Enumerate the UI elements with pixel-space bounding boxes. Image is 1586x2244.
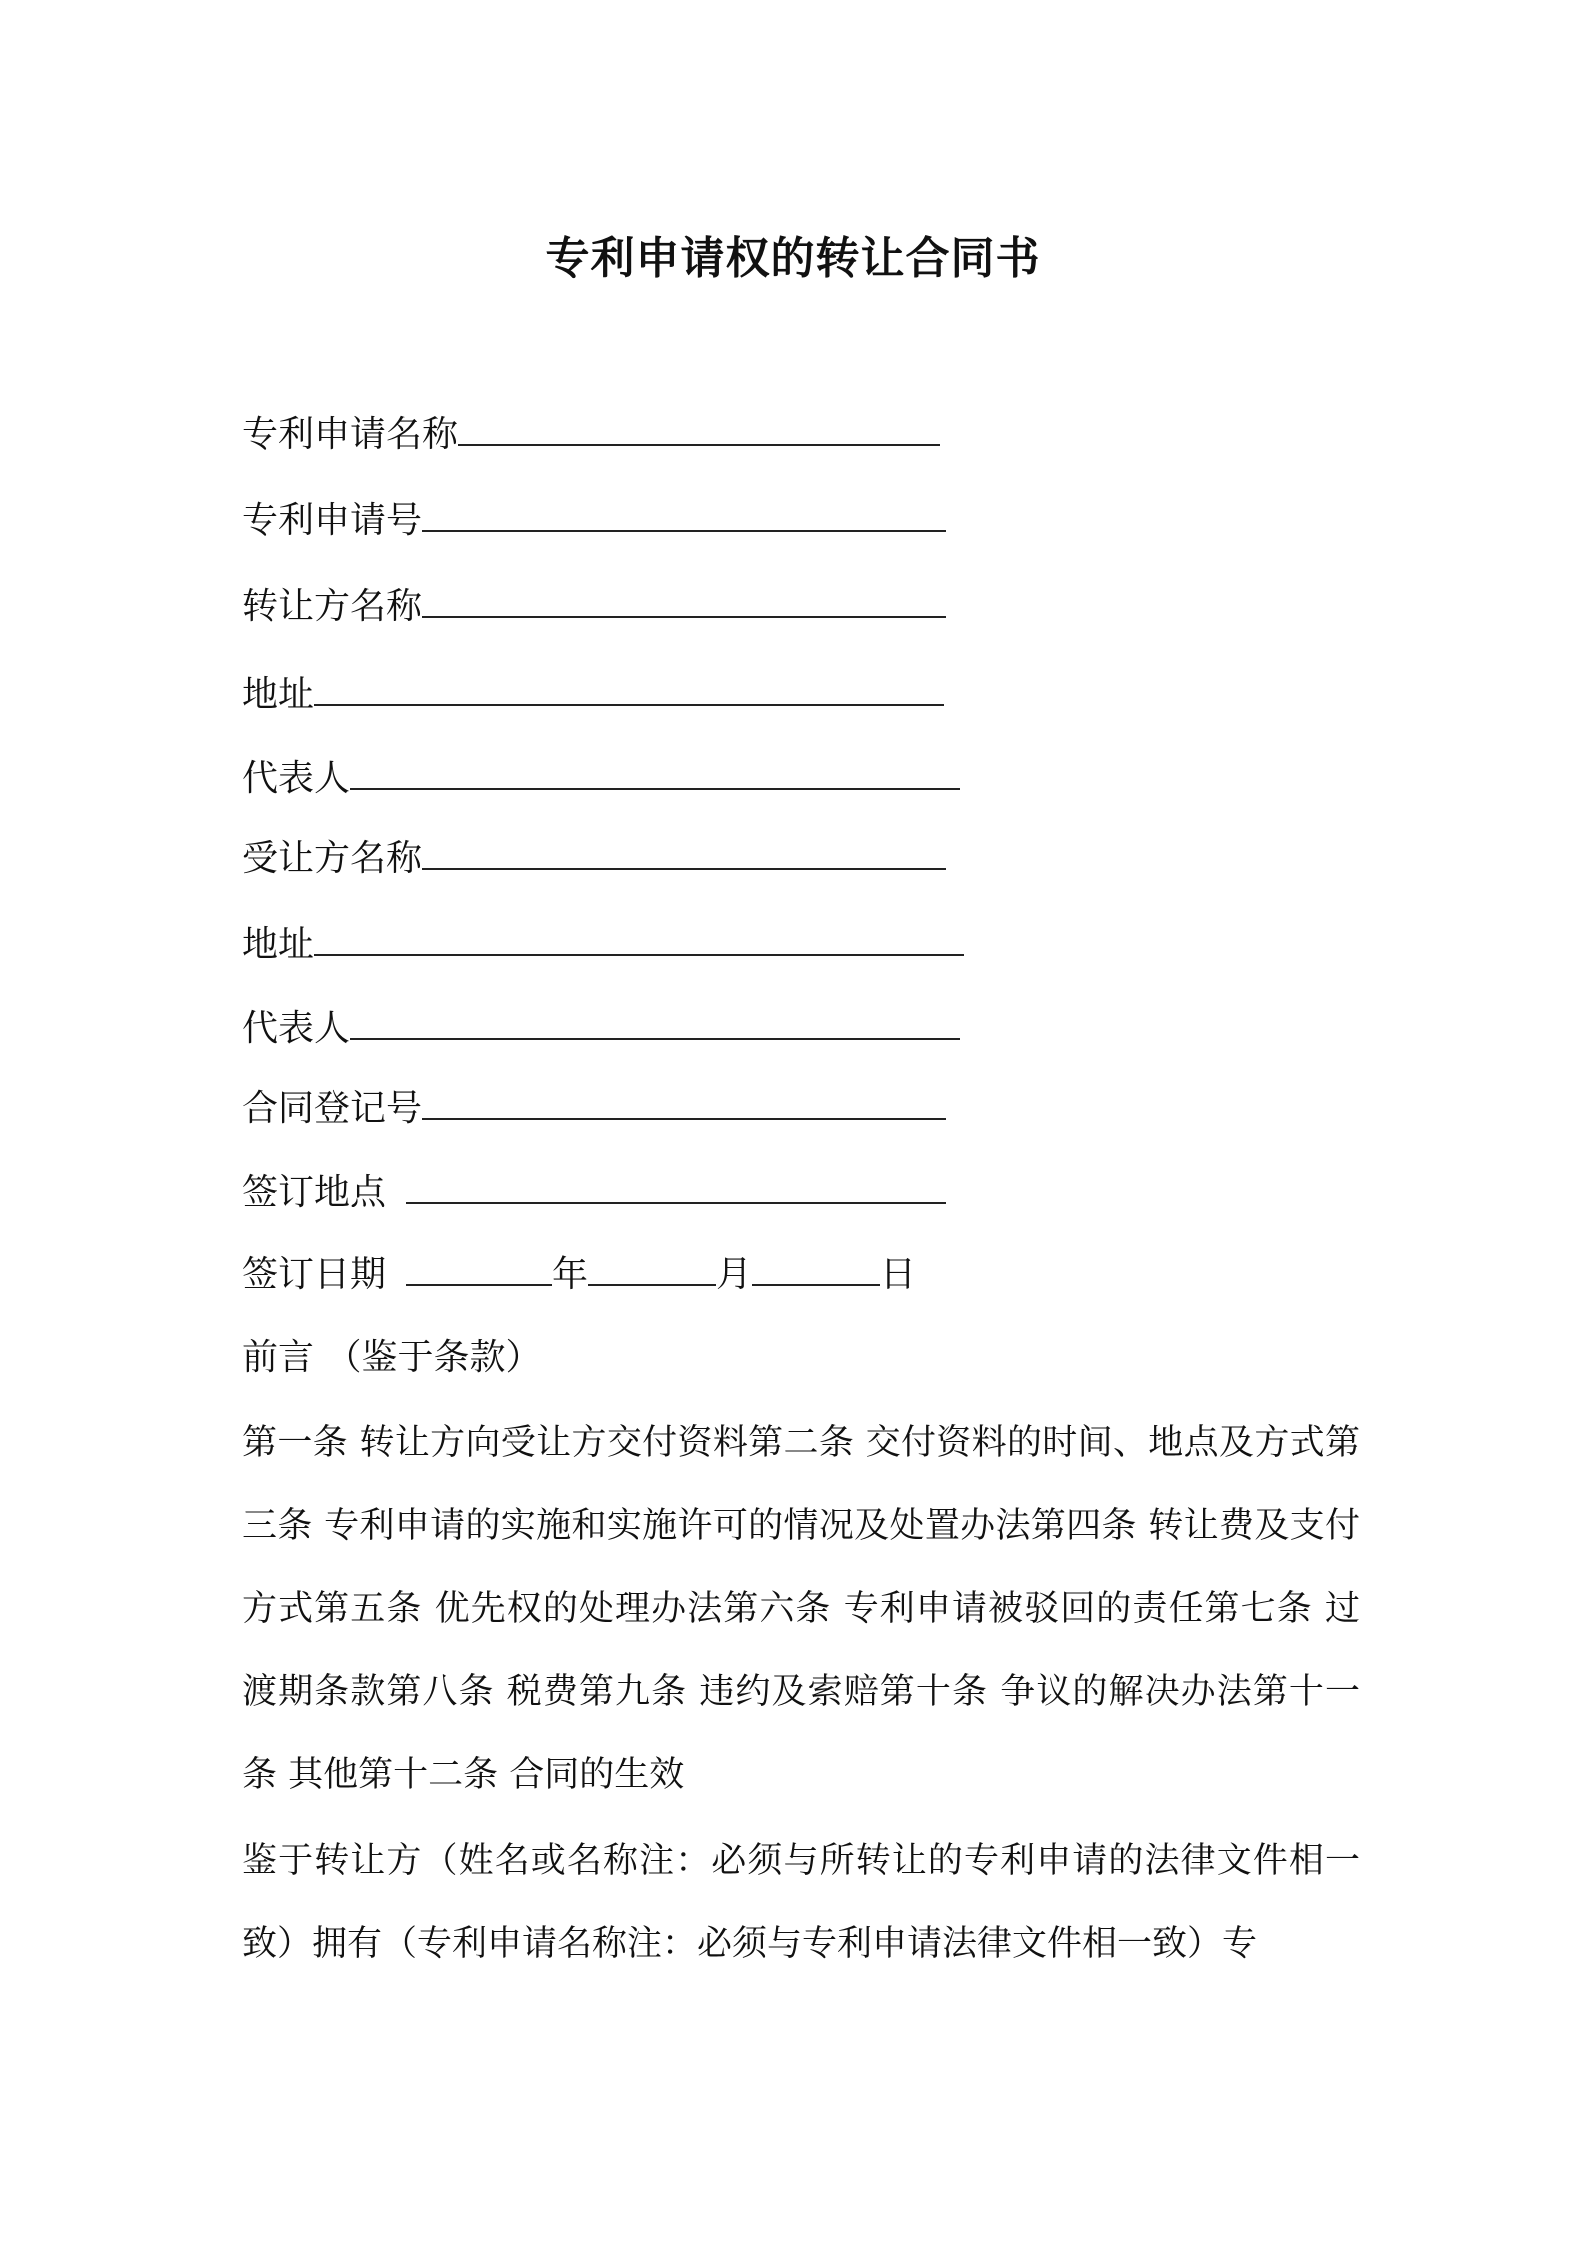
blank-line — [422, 496, 946, 532]
field-patent-app-no — [242, 496, 946, 545]
day-label: 日 — [880, 1254, 917, 1295]
blank-line — [350, 1004, 960, 1040]
field-contract-reg-no — [242, 1084, 946, 1133]
blank-line — [458, 410, 940, 446]
whereas-paragraph: 鉴于转让方（姓名或名称注：必须与所转让的专利申请的法律文件相一致）拥有（专利申请名称注：必须与专利申请法律文件相一致）专 — [242, 1841, 1360, 1964]
field-label: 地址 — [242, 924, 315, 965]
field-signing-place — [242, 1168, 946, 1217]
field-patent-app-name — [242, 410, 940, 459]
field-label: 签订日期 — [242, 1254, 387, 1295]
field-label: 专利申请号 — [242, 500, 423, 541]
field-signing-date — [242, 1250, 916, 1299]
field-label: 代表人 — [242, 1008, 351, 1049]
blank-line — [422, 1084, 946, 1120]
field-label: 专利申请名称 — [242, 414, 459, 455]
month-label: 月 — [716, 1254, 753, 1295]
year-label: 年 — [552, 1254, 589, 1295]
document-title: 专利申请权的转让合同书 — [545, 233, 1041, 284]
field-label: 地址 — [242, 674, 315, 715]
year-blank-line — [406, 1250, 552, 1286]
blank-line — [422, 834, 946, 870]
field-transferor-rep — [242, 754, 960, 803]
field-label: 转让方名称 — [242, 586, 423, 627]
field-transferee-address — [242, 920, 964, 969]
field-label: 受让方名称 — [242, 838, 423, 879]
field-label: 合同登记号 — [242, 1088, 423, 1129]
blank-line — [314, 920, 964, 956]
clauses-paragraph: 第一条 转让方向受让方交付资料第二条 交付资料的时间、地点及方式第三条 专利申请的实施和实施许可的情况及处置办法第四条 转让费及支付方式第五条 优先权的处理办法第六条 专利申请被驳回的责任第七条 过渡期条款第八条 税费第九条 违约及索赔第十条 争议的解决办法第十一条 其他第十二条 合同的生效 — [242, 1423, 1360, 1795]
field-label: 代表人 — [242, 758, 351, 799]
field-transferor-name — [242, 582, 946, 631]
field-transferee-name — [242, 834, 946, 883]
blank-line — [422, 582, 946, 618]
field-label: 签订地点 — [242, 1172, 387, 1213]
blank-line — [350, 754, 960, 790]
preface-heading: 前言 （鉴于条款） — [242, 1337, 542, 1378]
blank-line — [314, 670, 944, 706]
blank-line — [406, 1168, 946, 1204]
month-blank-line — [588, 1250, 716, 1286]
field-transferee-rep — [242, 1004, 960, 1053]
field-transferor-address — [242, 670, 944, 719]
day-blank-line — [752, 1250, 880, 1286]
